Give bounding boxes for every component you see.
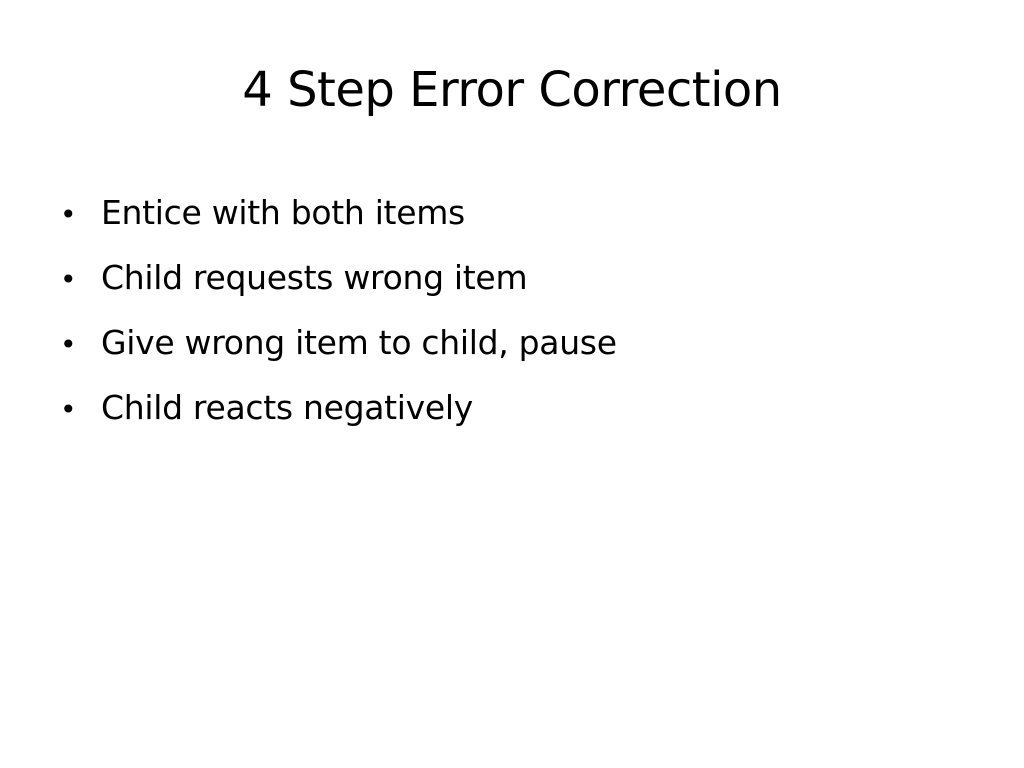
bullet-icon: • <box>60 198 77 231</box>
bullet-list <box>60 188 960 448</box>
bullet-item <box>60 383 960 448</box>
slide-title: 4 Step Error Correction <box>242 62 782 118</box>
bullet-text: Give wrong item to child, pause <box>101 323 617 362</box>
bullet-icon: • <box>60 263 77 296</box>
bullet-icon: • <box>60 393 77 426</box>
bullet-text: Entice with both items <box>101 193 465 232</box>
bullet-icon: • <box>60 328 77 361</box>
bullet-item <box>60 188 960 253</box>
bullet-item <box>60 318 960 383</box>
bullet-item <box>60 253 960 318</box>
bullet-text: Child requests wrong item <box>101 258 528 297</box>
bullet-text: Child reacts negatively <box>101 388 473 427</box>
